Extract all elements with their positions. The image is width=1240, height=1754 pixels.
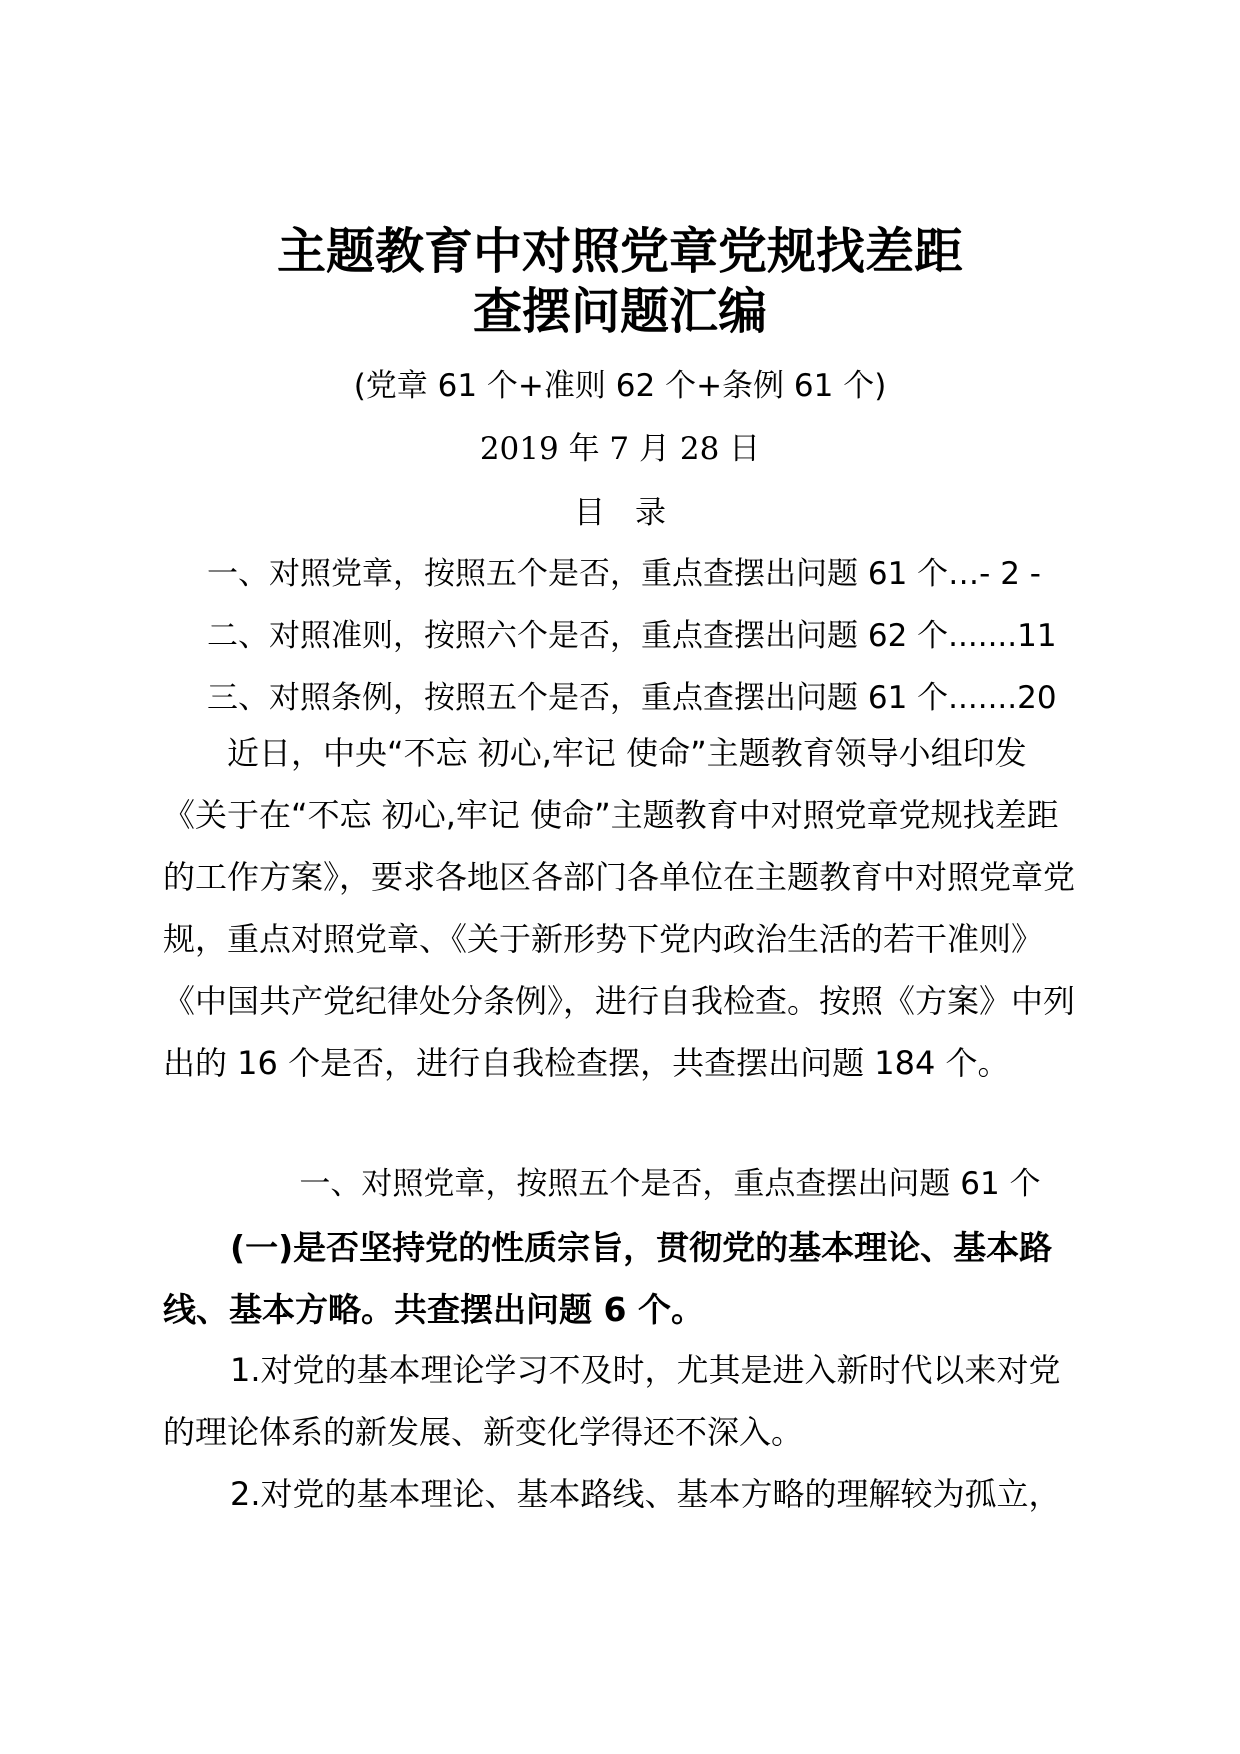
toc-heading: 目录 — [574, 495, 696, 531]
toc-item-2[interactable]: 二、对照准则，按照六个是否，重点查摆出问题 62 个.......11 — [207, 618, 1057, 654]
title-line-2: 查摆问题汇编 — [472, 282, 767, 340]
list-item-2: 2.对党的基本理论、基本路线、基本方略的理解较为孤立， — [230, 1475, 1061, 1513]
table-of-contents — [207, 548, 1087, 734]
title-line-1: 主题教育中对照党章党规找差距 — [276, 223, 963, 280]
document-title — [0, 222, 1240, 342]
document-date: 2019 年 7 月 28 日 — [479, 431, 761, 467]
section-heading: 一、对照党章，按照五个是否，重点查摆出问题 61 个 — [299, 1166, 1041, 1202]
subsection-heading: (一)是否坚持党的性质宗旨，贯彻党的基本理论、基本路线、基本方略。共查摆出问题 6 个。 — [163, 1228, 1053, 1329]
intro-paragraph: 近日，中央“不忘 初心,牢记 使命”主题教育领导小组印发《关于在“不忘 初心,牢记 使命”主题教育中对照党章党规找差距的工作方案》，要求各地区各部门各单位在主题教育中对照党章党规，重点对照党章、《关于新形势下党内政治生活的若干准则》《中国共产党纪律处分条例》，进行自我检查。按照《方案》中列出的 16 个是否，进行自我检查摆，共查摆出问题 184 个。 — [163, 734, 1076, 1082]
list-item-1: 1.对党的基本理论学习不及时，尤其是进入新时代以来对党的理论体系的新发展、新变化学得还不深入。 — [163, 1351, 1061, 1451]
subtitle: (党章 61 个+准则 62 个+条例 61 个) — [353, 368, 887, 404]
toc-item-1[interactable]: 一、对照党章，按照五个是否，重点查摆出问题 61 个…- 2 - — [207, 556, 1041, 592]
toc-item-3[interactable]: 三、对照条例，按照五个是否，重点查摆出问题 61 个.......20 — [207, 680, 1057, 716]
